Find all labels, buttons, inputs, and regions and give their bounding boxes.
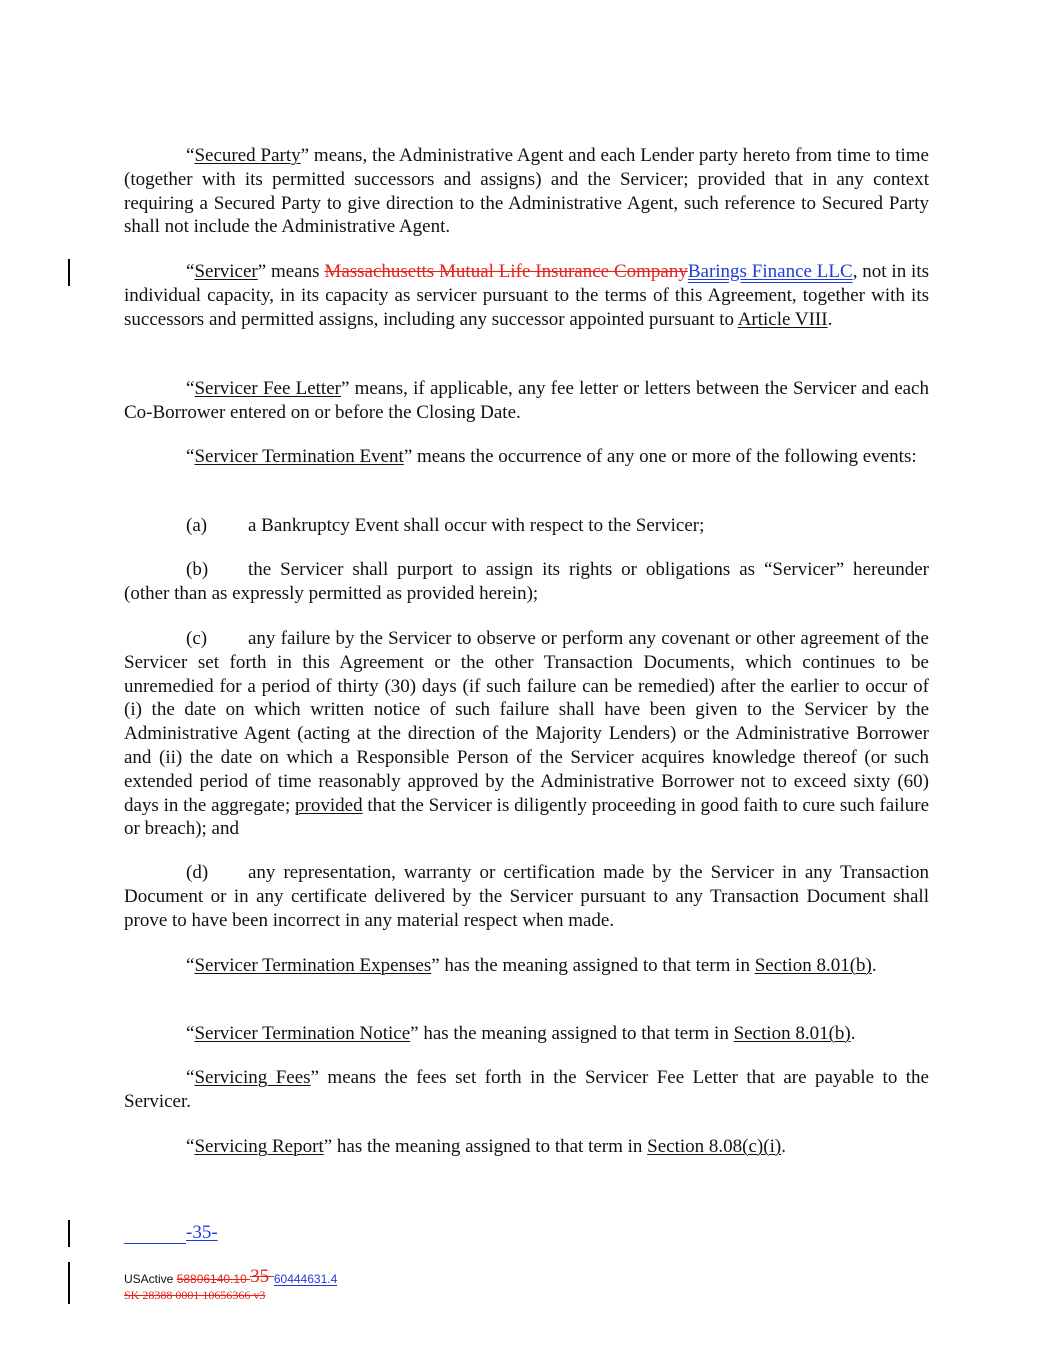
clause-b: (b) the Servicer shall purport to assign its rights or obligations as “Servicer” hereunder (other than as expressly permitted as provided herein);	[124, 559, 929, 604]
deleted-reference-id: SK 28388 0001 10656366 v3	[124, 1288, 266, 1302]
clause-label: (c)	[186, 628, 208, 649]
definition-servicing-report: “Servicing Report” has the meaning assigned to that term in Section 8.08(c)(i).	[186, 1136, 786, 1157]
inserted-doc-id: 60444631.4	[273, 1272, 338, 1286]
cross-reference: Section 8.01(b)	[733, 1023, 851, 1044]
definition-secured-party: “Secured Party” means, the Administrative Agent and each Lender party hereto from time to time (together with its permitted successors and assigns) and the Servicer; provided that in any context requiring a Secured Party to give direction to the Administrative Agent, such reference to Secured Party shall not include the Administrative Agent.	[124, 145, 929, 238]
definition-servicer-termination-event: “Servicer Termination Event” means the occurrence of any one or more of the following events:	[186, 446, 917, 467]
deleted-doc-id: 58806140.10	[176, 1272, 247, 1286]
change-bar	[68, 1262, 70, 1304]
proviso-term: provided	[295, 794, 363, 816]
definition-servicer: “Servicer” means Massachusetts Mutual Life Insurance CompanyBarings Finance LLC, not in its individual capacity, in its capacity as servicer pursuant to the terms of this Agreement, together with its successors and permitted assigns, including any successor appointed pursuant to Article VIII.	[124, 261, 929, 330]
defined-term: Servicer Termination Expenses	[194, 955, 432, 976]
clause-label: (a)	[186, 515, 208, 536]
definition-servicer-termination-expenses: “Servicer Termination Expenses” has the meaning assigned to that term in Section 8.01(b).	[186, 955, 877, 976]
change-bar	[68, 1220, 70, 1247]
clause-d: (d) any representation, warranty or certification made by the Servicer in any Transaction Document or in any certificate delivered by the Servicer pursuant to any Transaction Document shall prove to have been incorrect in any material respect when made.	[124, 862, 929, 931]
definition-servicer-termination-notice: “Servicer Termination Notice” has the meaning assigned to that term in Section 8.01(b).	[186, 1023, 856, 1044]
clause-label: (b)	[186, 559, 209, 580]
definition-servicer-fee-letter: “Servicer Fee Letter” means, if applicable, any fee letter or letters between the Servicer and each Co-Borrower entered on or before the Closing Date.	[124, 378, 929, 423]
clause-a: (a) a Bankruptcy Event shall occur with respect to the Servicer;	[186, 515, 705, 536]
inserted-text: Barings Finance LLC	[687, 261, 853, 282]
cross-reference: Section 8.08(c)(i)	[647, 1136, 782, 1157]
deleted-page-number: 35	[250, 1266, 274, 1287]
cross-reference: Section 8.01(b)	[754, 955, 872, 976]
defined-term: Servicer Termination Event	[194, 446, 404, 467]
defined-term: Servicer	[194, 261, 258, 282]
defined-term: Servicer Fee Letter	[194, 378, 341, 399]
defined-term: Servicer Termination Notice	[194, 1023, 411, 1044]
document-id-footer: USActive 58806140.10 35 60444631.4	[124, 1266, 338, 1287]
definition-servicing-fees: “Servicing Fees” means the fees set forth in the Servicer Fee Letter that are payable to the Servicer.	[124, 1067, 929, 1112]
clause-c: (c) any failure by the Servicer to observe or perform any covenant or other agreement of the Servicer set forth in this Agreement or the other Transaction Documents, which continues to be unremedied for a period of thirty (30) days (if such failure can be remedied) after the earlier to occur of (i) the date on which written notice of such failure shall have been given to the Servicer by the Administrative Agent (acting at the direction of the Majority Lenders) or the Administrative Borrower and (ii) the date on which a Responsible Person of the Servicer acquires knowledge thereof (or such extended period of time reasonably approved by the Administrative Borrower not to exceed sixty (60) days in the aggregate; provided that the Servicer is diligently proceeding in good faith to cure such failure or breach); and	[124, 628, 929, 840]
page-number: -35-	[124, 1222, 221, 1246]
defined-term: Servicing Fees	[194, 1067, 311, 1088]
defined-term: Secured Party	[194, 145, 301, 166]
deleted-text: Massachusetts Mutual Life Insurance Company	[324, 261, 688, 282]
clause-label: (d)	[186, 862, 209, 883]
defined-term: Servicing Report	[194, 1136, 324, 1157]
change-bar	[68, 259, 70, 286]
cross-reference: Article VIII	[737, 308, 828, 330]
